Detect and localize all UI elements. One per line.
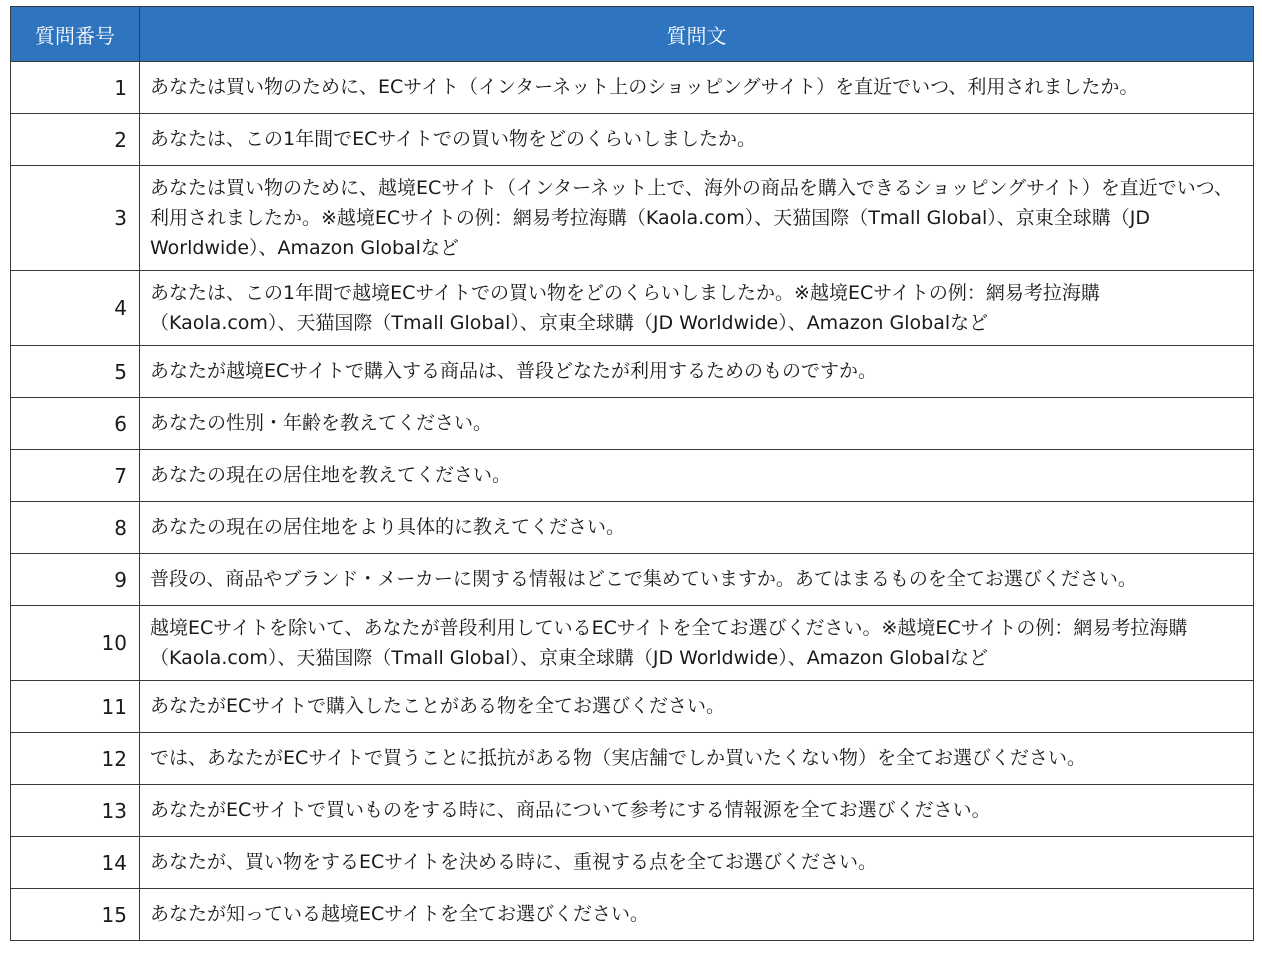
question-text: あなたは、この1年間でECサイトでの買い物をどのくらいしましたか。 [140,114,1254,166]
question-number: 5 [11,346,140,398]
question-text: あなたが知っている越境ECサイトを全てお選びください。 [140,889,1254,941]
question-text: あなたの現在の居住地を教えてください。 [140,450,1254,502]
question-number: 8 [11,502,140,554]
question-number: 6 [11,398,140,450]
table-row [11,606,1254,681]
question-number: 9 [11,554,140,606]
question-number: 10 [11,606,140,681]
table-row [11,62,1254,114]
table-row [11,889,1254,941]
table-row [11,837,1254,889]
table-row [11,114,1254,166]
table-row [11,733,1254,785]
question-number: 15 [11,889,140,941]
question-text: あなたが越境ECサイトで購入する商品は、普段どなたが利用するためのものですか。 [140,346,1254,398]
question-text: あなたの現在の居住地をより具体的に教えてください。 [140,502,1254,554]
question-number: 7 [11,450,140,502]
table-row [11,785,1254,837]
question-text: 普段の、商品やブランド・メーカーに関する情報はどこで集めていますか。あてはまるものを全てお選びください。 [140,554,1254,606]
table-row [11,166,1254,271]
question-number: 13 [11,785,140,837]
table-row [11,346,1254,398]
question-text: あなたの性別・年齢を教えてください。 [140,398,1254,450]
table-row [11,681,1254,733]
question-number: 12 [11,733,140,785]
table-header-row [11,7,1254,62]
column-header-question-number: 質問番号 [11,7,140,62]
column-header-question-text: 質問文 [140,7,1254,62]
table-row [11,450,1254,502]
question-text: あなたがECサイトで買いものをする時に、商品について参考にする情報源を全てお選びください。 [140,785,1254,837]
question-text: あなたは買い物のために、ECサイト（インターネット上のショッピングサイト）を直近でいつ、利用されましたか。 [140,62,1254,114]
table-row [11,398,1254,450]
survey-question-table [10,6,1254,941]
question-number: 3 [11,166,140,271]
question-text: では、あなたがECサイトで買うことに抵抗がある物（実店舗でしか買いたくない物）を全てお選びください。 [140,733,1254,785]
question-number: 11 [11,681,140,733]
table-row [11,502,1254,554]
question-number: 4 [11,271,140,346]
question-number: 1 [11,62,140,114]
question-text: あなたがECサイトで購入したことがある物を全てお選びください。 [140,681,1254,733]
question-text: あなたが、買い物をするECサイトを決める時に、重視する点を全てお選びください。 [140,837,1254,889]
question-text: あなたは、この1年間で越境ECサイトでの買い物をどのくらいしましたか。※越境ECサイトの例：網易考拉海購（Kaola.com）、天猫国際（Tmall Global）、京東全球購（JD Worldwide）、Amazon Globalなど [140,271,1254,346]
table-row [11,271,1254,346]
question-number: 14 [11,837,140,889]
question-text: あなたは買い物のために、越境ECサイト（インターネット上で、海外の商品を購入できるショッピングサイト）を直近でいつ、利用されましたか。※越境ECサイトの例：網易考拉海購（Kaola.com）、天猫国際（Tmall Global）、京東全球購（JD Worldwide）、Amazon Globalなど [140,166,1254,271]
question-text: 越境ECサイトを除いて、あなたが普段利用しているECサイトを全てお選びください。※越境ECサイトの例：網易考拉海購（Kaola.com）、天猫国際（Tmall Global）、京東全球購（JD Worldwide）、Amazon Globalなど [140,606,1254,681]
question-number: 2 [11,114,140,166]
table-row [11,554,1254,606]
